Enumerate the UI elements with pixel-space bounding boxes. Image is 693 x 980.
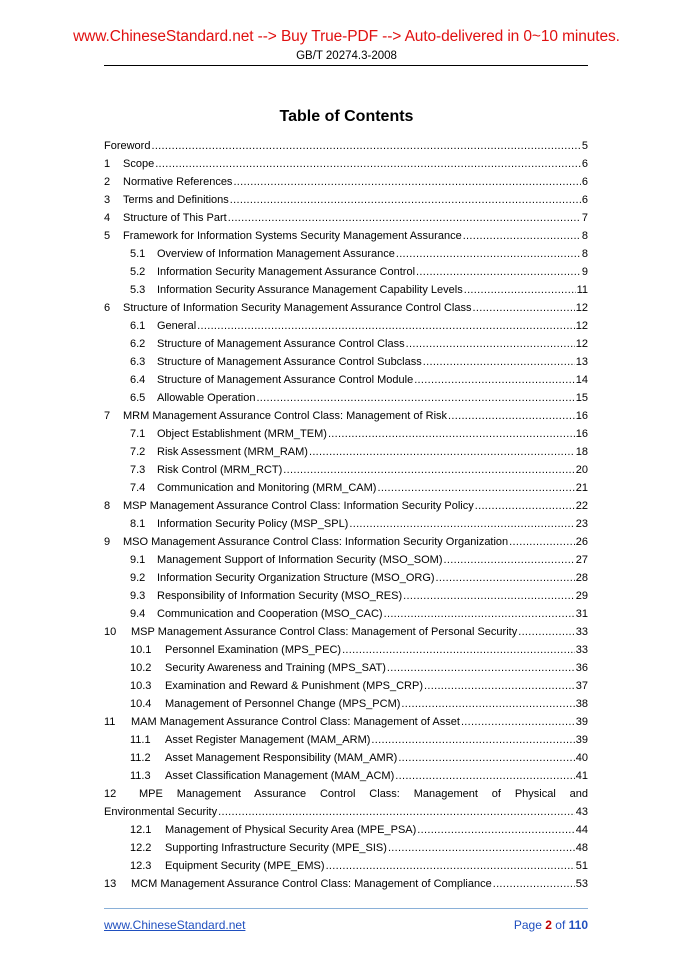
toc-section-number: 7 bbox=[104, 410, 111, 422]
page-of-label: of bbox=[555, 918, 566, 932]
page-title: Table of Contents bbox=[279, 108, 414, 125]
toc-entry-text: Structure of Management Assurance Control Module bbox=[157, 374, 414, 386]
toc-page-number: 15 bbox=[575, 392, 588, 404]
toc-entry-text: Security Awareness and Training (MPS_SAT) bbox=[165, 662, 386, 674]
toc-page-number: 39 bbox=[575, 734, 588, 746]
toc-leader bbox=[475, 497, 575, 515]
toc-page-number: 9 bbox=[581, 266, 588, 278]
page-indicator bbox=[514, 918, 588, 932]
toc-section-number: 13 bbox=[104, 878, 117, 890]
toc-section-number: 11.2 bbox=[130, 752, 151, 764]
toc-subentry[interactable] bbox=[104, 731, 588, 749]
toc-leader bbox=[416, 263, 581, 281]
toc-entry-text: Risk Assessment (MRM_RAM) bbox=[157, 446, 308, 458]
toc-page-number: 20 bbox=[575, 464, 588, 476]
toc-section-number: 10.4 bbox=[130, 698, 152, 710]
toc-section-number: 6.3 bbox=[130, 356, 146, 368]
toc-subentry[interactable] bbox=[104, 389, 588, 407]
toc-page-number: 18 bbox=[575, 446, 588, 458]
toc-page-number: 44 bbox=[575, 824, 588, 836]
toc-entry[interactable] bbox=[104, 209, 588, 227]
toc-entry-text: MCM Management Assurance Control Class: Management of Compliance bbox=[131, 878, 492, 890]
standard-code: GB/T 20274.3-2008 bbox=[296, 50, 397, 62]
toc-entry-text: Asset Management Responsibility (MAM_AMR) bbox=[165, 752, 398, 764]
toc-subentry[interactable] bbox=[104, 353, 588, 371]
toc-subentry[interactable] bbox=[104, 515, 588, 533]
toc-page-number: 29 bbox=[575, 590, 588, 602]
toc-page-number: 6 bbox=[581, 158, 588, 170]
toc-page-number: 37 bbox=[575, 680, 588, 692]
toc-entry-text: MSP Management Assurance Control Class: Management of Personal Security bbox=[131, 626, 518, 638]
toc-leader bbox=[396, 245, 581, 263]
toc-leader bbox=[463, 227, 581, 245]
footer-website-link[interactable]: www.ChineseStandard.net bbox=[104, 918, 246, 932]
toc-page-number: 11 bbox=[576, 284, 588, 296]
toc-page-number: 43 bbox=[575, 806, 588, 818]
toc-entry-text: Information Security Policy (MSP_SPL) bbox=[157, 518, 349, 530]
toc-section-number: 9.1 bbox=[130, 554, 146, 566]
toc-page-number: 21 bbox=[575, 482, 588, 494]
toc-entry[interactable] bbox=[104, 533, 588, 551]
toc-section-number: 3 bbox=[104, 194, 111, 206]
toc-leader bbox=[283, 461, 574, 479]
toc-leader bbox=[518, 623, 575, 641]
toc-page-number: 23 bbox=[575, 518, 588, 530]
toc-leader bbox=[473, 299, 575, 317]
page-label: Page bbox=[513, 918, 542, 932]
toc-entry-wrapped-line1[interactable] bbox=[104, 785, 588, 803]
toc-section-number: 6.4 bbox=[130, 374, 146, 386]
toc-section-number: 12 bbox=[104, 788, 117, 800]
toc-section-number: 5 bbox=[104, 230, 111, 242]
toc-entry[interactable] bbox=[104, 173, 588, 191]
toc-page-number: 7 bbox=[581, 212, 588, 224]
toc-page-number: 12 bbox=[575, 338, 588, 350]
toc-section-number: 12.1 bbox=[130, 824, 152, 836]
toc-section-number: 11.3 bbox=[130, 770, 151, 782]
toc-entry[interactable] bbox=[104, 227, 588, 245]
toc-subentry[interactable] bbox=[104, 371, 588, 389]
toc-leader bbox=[151, 137, 580, 155]
toc-page-number: 5 bbox=[581, 140, 588, 152]
toc-page-number: 16 bbox=[575, 428, 588, 440]
toc-leader bbox=[417, 821, 574, 839]
footer-divider bbox=[104, 908, 588, 909]
toc-subentry[interactable] bbox=[104, 839, 588, 857]
toc-page-number: 31 bbox=[575, 608, 588, 620]
toc-leader bbox=[342, 641, 575, 659]
toc-subentry[interactable] bbox=[104, 263, 588, 281]
toc-entry[interactable] bbox=[104, 713, 588, 731]
toc-entry-text: Structure of This Part bbox=[123, 212, 227, 224]
toc-subentry[interactable] bbox=[104, 857, 588, 875]
toc-subentry[interactable] bbox=[104, 605, 588, 623]
toc-subentry[interactable] bbox=[104, 479, 588, 497]
toc-entry-text: Communication and Cooperation (MSO_CAC) bbox=[157, 608, 383, 620]
toc-section-number: 9.3 bbox=[130, 590, 146, 602]
toc-page-number: 40 bbox=[575, 752, 588, 764]
toc-entry-text: Examination and Reward & Punishment (MPS_CRP) bbox=[165, 680, 424, 692]
toc-entry-text: Information Security Management Assurance Control bbox=[157, 266, 416, 278]
toc-entry[interactable] bbox=[104, 299, 588, 317]
toc-entry-text: Information Security Assurance Management Capability Levels bbox=[157, 284, 463, 296]
toc-entry-text: Foreword bbox=[104, 140, 151, 152]
toc-leader bbox=[328, 425, 575, 443]
toc-leader bbox=[197, 317, 575, 335]
toc-entry-text: Asset Register Management (MAM_ARM) bbox=[165, 734, 371, 746]
toc-leader bbox=[401, 695, 574, 713]
toc-section-number: 6.1 bbox=[130, 320, 146, 332]
toc-page-number: 26 bbox=[575, 536, 588, 548]
toc-entry-text: Allowable Operation bbox=[157, 392, 256, 404]
toc-leader bbox=[388, 839, 575, 857]
toc-leader bbox=[398, 749, 574, 767]
toc-entry-text: Terms and Definitions bbox=[123, 194, 229, 206]
toc-section-number: 2 bbox=[104, 176, 111, 188]
toc-subentry[interactable] bbox=[104, 551, 588, 569]
toc-page-number: 36 bbox=[575, 662, 588, 674]
toc-page-number: 41 bbox=[575, 770, 588, 782]
toc-leader bbox=[228, 209, 581, 227]
toc-section-number: 12.2 bbox=[130, 842, 152, 854]
toc-leader bbox=[403, 587, 575, 605]
toc-entry-text: Management of Physical Security Area (MPE_PSA) bbox=[165, 824, 417, 836]
toc-section-number: 11 bbox=[104, 716, 116, 728]
toc-entry[interactable] bbox=[104, 875, 588, 893]
toc-subentry[interactable] bbox=[104, 569, 588, 587]
toc-entry-text: Overview of Information Management Assurance bbox=[157, 248, 395, 260]
toc-entry-foreword[interactable] bbox=[104, 137, 588, 155]
toc-leader bbox=[326, 857, 575, 875]
toc-page-number: 33 bbox=[575, 644, 588, 656]
toc-page-number: 28 bbox=[575, 572, 588, 584]
toc-section-number: 7.4 bbox=[130, 482, 146, 494]
toc-section-number: 7.1 bbox=[130, 428, 146, 440]
toc-section-number: 5.3 bbox=[130, 284, 146, 296]
toc-entry-text: MPE Management Assurance Control Class: Management of Physical and bbox=[139, 788, 588, 800]
toc-leader bbox=[230, 191, 581, 209]
toc-leader bbox=[424, 677, 575, 695]
toc-entry-text: Normative References bbox=[123, 176, 233, 188]
toc-section-number: 11.1 bbox=[130, 734, 151, 746]
toc-page-number: 13 bbox=[575, 356, 588, 368]
toc-subentry[interactable] bbox=[104, 461, 588, 479]
toc-subentry[interactable] bbox=[104, 425, 588, 443]
total-pages: 110 bbox=[568, 918, 588, 932]
toc-page-number: 38 bbox=[575, 698, 588, 710]
toc-entry-text: MAM Management Assurance Control Class: Management of Asset bbox=[131, 716, 460, 728]
toc-section-number: 8.1 bbox=[130, 518, 146, 530]
toc-leader bbox=[423, 353, 575, 371]
toc-page-number: 48 bbox=[575, 842, 588, 854]
toc-entry-text: Responsibility of Information Security (MSO_RES) bbox=[157, 590, 403, 602]
toc-entry[interactable] bbox=[104, 155, 588, 173]
toc-section-number: 6 bbox=[104, 302, 111, 314]
toc-section-number: 9.4 bbox=[130, 608, 146, 620]
toc-leader bbox=[377, 479, 574, 497]
toc-section-number: 10.3 bbox=[130, 680, 152, 692]
toc-section-number: 8 bbox=[104, 500, 111, 512]
toc-entry-text: MSP Management Assurance Control Class: Information Security Policy bbox=[123, 500, 474, 512]
toc-section-number: 10 bbox=[104, 626, 117, 638]
toc-page-number: 27 bbox=[575, 554, 588, 566]
toc-section-number: 5.1 bbox=[130, 248, 146, 260]
purchase-banner[interactable]: www.ChineseStandard.net --> Buy True-PDF --> Auto-delivered in 0~10 minutes. bbox=[73, 28, 620, 45]
toc-subentry[interactable] bbox=[104, 641, 588, 659]
toc-leader bbox=[233, 173, 580, 191]
toc-entry-text: Equipment Security (MPE_EMS) bbox=[165, 860, 325, 872]
toc-section-number: 4 bbox=[104, 212, 111, 224]
toc-page-number: 51 bbox=[575, 860, 588, 872]
toc-entry-text: MRM Management Assurance Control Class: Management of Risk bbox=[123, 410, 448, 422]
toc-entry[interactable] bbox=[104, 191, 588, 209]
toc-section-number: 7.2 bbox=[130, 446, 146, 458]
toc-entry-text: Scope bbox=[123, 158, 155, 170]
toc-page-number: 22 bbox=[575, 500, 588, 512]
toc-leader bbox=[384, 605, 575, 623]
toc-leader bbox=[461, 713, 575, 731]
toc-subentry[interactable] bbox=[104, 245, 588, 263]
toc-entry-text: Information Security Organization Structure (MSO_ORG) bbox=[157, 572, 435, 584]
toc-entry-text: Structure of Management Assurance Control Class bbox=[157, 338, 405, 350]
toc-entry-text: Management Support of Information Security (MSO_SOM) bbox=[157, 554, 443, 566]
toc-leader bbox=[448, 407, 575, 425]
toc-entry-text: Risk Control (MRM_RCT) bbox=[157, 464, 283, 476]
toc-page-number: 33 bbox=[575, 626, 588, 638]
toc-page-number: 16 bbox=[575, 410, 588, 422]
toc-leader bbox=[444, 551, 575, 569]
toc-subentry[interactable] bbox=[104, 317, 588, 335]
toc-section-number: 9 bbox=[104, 536, 111, 548]
toc-leader bbox=[395, 767, 575, 785]
toc-entry-text: Management of Personnel Change (MPS_PCM) bbox=[165, 698, 401, 710]
current-page-number: 2 bbox=[545, 918, 552, 932]
toc-subentry[interactable] bbox=[104, 767, 588, 785]
toc-leader bbox=[349, 515, 574, 533]
toc-entry-text: Environmental Security bbox=[104, 806, 218, 818]
toc-section-number: 10.1 bbox=[130, 644, 152, 656]
toc-section-number: 10.2 bbox=[130, 662, 152, 674]
toc-leader bbox=[464, 281, 576, 299]
toc-leader bbox=[309, 443, 575, 461]
toc-entry[interactable] bbox=[104, 407, 588, 425]
toc-section-number: 6.2 bbox=[130, 338, 146, 350]
toc-section-number: 9.2 bbox=[130, 572, 146, 584]
toc-section-number: 6.5 bbox=[130, 392, 146, 404]
toc-entry[interactable] bbox=[104, 497, 588, 515]
toc-page-number: 6 bbox=[581, 176, 588, 188]
toc-page-number: 39 bbox=[575, 716, 588, 728]
toc-entry-wrapped-line2[interactable] bbox=[104, 803, 588, 821]
toc-section-number: 7.3 bbox=[130, 464, 146, 476]
toc-entry-text: Personnel Examination (MPS_PEC) bbox=[165, 644, 342, 656]
toc-entry-text: Structure of Management Assurance Control Subclass bbox=[157, 356, 422, 368]
toc-subentry[interactable] bbox=[104, 659, 588, 677]
toc-entry-text: MSO Management Assurance Control Class: Information Security Organization bbox=[123, 536, 509, 548]
toc-subentry[interactable] bbox=[104, 587, 588, 605]
toc-entry-text: Structure of Information Security Management Assurance Control Class bbox=[123, 302, 472, 314]
toc-subentry[interactable] bbox=[104, 749, 588, 767]
toc-leader bbox=[218, 803, 575, 821]
toc-section-number: 5.2 bbox=[130, 266, 146, 278]
toc-page-number: 12 bbox=[575, 320, 588, 332]
toc-leader bbox=[436, 569, 575, 587]
toc-entry-text: Asset Classification Management (MAM_ACM) bbox=[165, 770, 395, 782]
toc-page-number: 8 bbox=[581, 230, 588, 242]
toc-page-number: 8 bbox=[581, 248, 588, 260]
toc-subentry[interactable] bbox=[104, 281, 588, 299]
toc-entry-text: Object Establishment (MRM_TEM) bbox=[157, 428, 327, 440]
toc-leader bbox=[387, 659, 575, 677]
toc-leader bbox=[414, 371, 575, 389]
table-of-contents bbox=[104, 137, 588, 893]
toc-page-number: 12 bbox=[575, 302, 588, 314]
toc-section-number: 1 bbox=[104, 158, 111, 170]
toc-leader bbox=[155, 155, 581, 173]
toc-subentry[interactable] bbox=[104, 821, 588, 839]
header-divider bbox=[104, 65, 588, 66]
toc-page-number: 14 bbox=[575, 374, 588, 386]
toc-subentry[interactable] bbox=[104, 443, 588, 461]
toc-entry[interactable] bbox=[104, 623, 588, 641]
toc-entry-text: General bbox=[157, 320, 197, 332]
toc-section-number: 12.3 bbox=[130, 860, 152, 872]
toc-page-number: 6 bbox=[581, 194, 588, 206]
toc-leader bbox=[509, 533, 575, 551]
toc-leader bbox=[371, 731, 574, 749]
toc-page-number: 53 bbox=[575, 878, 588, 890]
toc-subentry[interactable] bbox=[104, 695, 588, 713]
toc-leader bbox=[256, 389, 574, 407]
toc-entry-text: Supporting Infrastructure Security (MPE_SIS) bbox=[165, 842, 387, 854]
toc-subentry[interactable] bbox=[104, 677, 588, 695]
toc-entry-text: Communication and Monitoring (MRM_CAM) bbox=[157, 482, 377, 494]
toc-entry-text: Framework for Information Systems Security Management Assurance bbox=[123, 230, 462, 242]
toc-leader bbox=[406, 335, 575, 353]
toc-leader bbox=[493, 875, 575, 893]
toc-subentry[interactable] bbox=[104, 335, 588, 353]
